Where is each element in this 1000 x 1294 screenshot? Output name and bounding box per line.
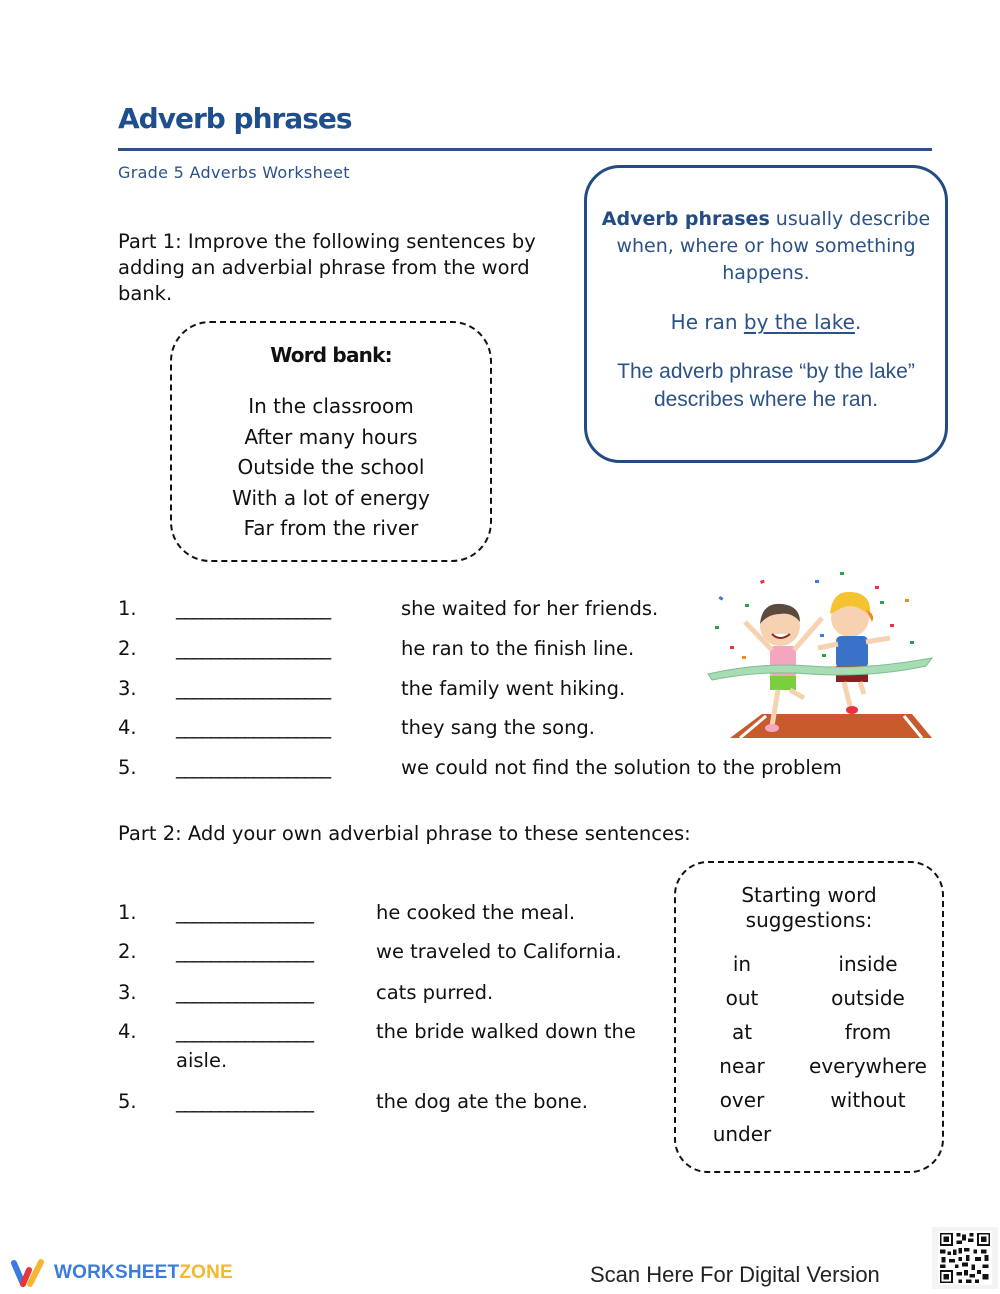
suggestions-title-line: Starting word (741, 883, 877, 907)
word-bank-item: With a lot of energy (232, 485, 430, 510)
suggestions-title (676, 883, 942, 933)
answer-blank[interactable]: __________________ (176, 677, 330, 700)
word-bank-item: Outside the school (237, 455, 425, 479)
question-text-continuation: aisle. (176, 1049, 228, 1072)
question-number: 3. (118, 981, 137, 1004)
question-text: he ran to the finish line. (401, 637, 635, 660)
definition-term: Adverb phrases (601, 208, 770, 230)
question-text: he cooked the meal. (376, 901, 576, 924)
question-number: 1. (118, 597, 137, 620)
answer-blank[interactable]: ________________ (176, 1090, 313, 1113)
definition-rest: usually describe when, where or how something happens. (616, 208, 931, 284)
question-number: 5. (118, 756, 137, 779)
word-bank-item: Far from the river (243, 516, 419, 540)
brand-name (54, 1262, 233, 1284)
part1-instruction: Part 1: Improve the following sentences by adding an adverbial phrase from the word bank. (118, 230, 536, 305)
answer-blank[interactable]: ________________ (176, 901, 313, 924)
example-prefix: He ran (670, 310, 744, 334)
suggestion-word: without (830, 1088, 906, 1112)
suggestion-word: near (719, 1054, 765, 1078)
question-text: the bride walked down the (376, 1020, 636, 1043)
question-number: 2. (118, 637, 137, 660)
scan-instruction: Scan Here For Digital Version (590, 1262, 880, 1287)
question-text: the family went hiking. (401, 677, 626, 700)
suggestions-title-line: suggestions: (745, 908, 873, 932)
suggestion-word: over (719, 1088, 765, 1112)
answer-blank[interactable]: __________________ (176, 716, 330, 739)
answer-blank[interactable]: ________________ (176, 981, 313, 1004)
word-bank-list (172, 391, 490, 544)
suggestions-columns (676, 947, 942, 1151)
question-text: they sang the song. (401, 716, 596, 739)
question-text: we could not find the solution to the problem (401, 756, 842, 779)
page-title: Adverb phrases (118, 102, 352, 135)
answer-blank[interactable]: ________________ (176, 1020, 313, 1043)
part2-instruction: Part 2: Add your own adverbial phrase to these sentences: (118, 822, 691, 845)
suggestion-word: at (731, 1020, 753, 1044)
question-number: 5. (118, 1090, 137, 1113)
answer-blank[interactable]: __________________ (176, 597, 330, 620)
example-sentence (587, 309, 945, 336)
question-text: we traveled to California. (376, 940, 622, 963)
suggestion-word: in (732, 952, 752, 976)
question-number: 1. (118, 901, 137, 924)
question-number: 4. (118, 1020, 137, 1043)
title-divider (118, 148, 932, 151)
page-subtitle: Grade 5 Adverbs Worksheet (118, 163, 350, 182)
example-adverb-phrase: by the lake (743, 310, 855, 334)
suggestions-column-2 (808, 947, 928, 1151)
suggestion-word: outside (831, 986, 905, 1010)
question-number: 3. (118, 677, 137, 700)
brand-name-part2: ZONE (179, 1262, 233, 1283)
brand-name-part1: WORKSHEET (54, 1262, 180, 1283)
answer-blank[interactable]: ________________ (176, 940, 313, 963)
question-text: cats purred. (376, 981, 494, 1004)
word-bank-box (170, 321, 492, 562)
definition-box (584, 165, 948, 463)
suggestion-word: under (712, 1122, 772, 1146)
word-bank-item: In the classroom (248, 394, 414, 418)
worksheet-zone-logo[interactable] (10, 1258, 233, 1288)
question-number: 2. (118, 940, 137, 963)
suggestions-column-1 (676, 947, 808, 1151)
answer-blank[interactable]: __________________ (176, 756, 330, 779)
suggestion-word: out (725, 986, 759, 1010)
suggestion-word: inside (838, 952, 898, 976)
example-suffix: . (854, 310, 862, 334)
kids-finish-line-illustration (700, 566, 940, 746)
question-text: the dog ate the bone. (376, 1090, 588, 1113)
suggestion-word: from (844, 1020, 892, 1044)
suggestions-box (674, 861, 944, 1173)
worksheet-zone-logo-icon (10, 1258, 46, 1288)
definition-text (587, 206, 945, 287)
example-explanation: The adverb phrase “by the lake” describes where he ran. (617, 360, 915, 411)
qr-code-icon[interactable] (932, 1227, 998, 1289)
answer-blank[interactable]: __________________ (176, 637, 330, 660)
question-number: 4. (118, 716, 137, 739)
word-bank-item: After many hours (244, 424, 418, 449)
word-bank-title: Word bank: (270, 343, 392, 367)
question-text: she waited for her friends. (401, 597, 659, 620)
suggestion-word: everywhere (809, 1054, 927, 1078)
